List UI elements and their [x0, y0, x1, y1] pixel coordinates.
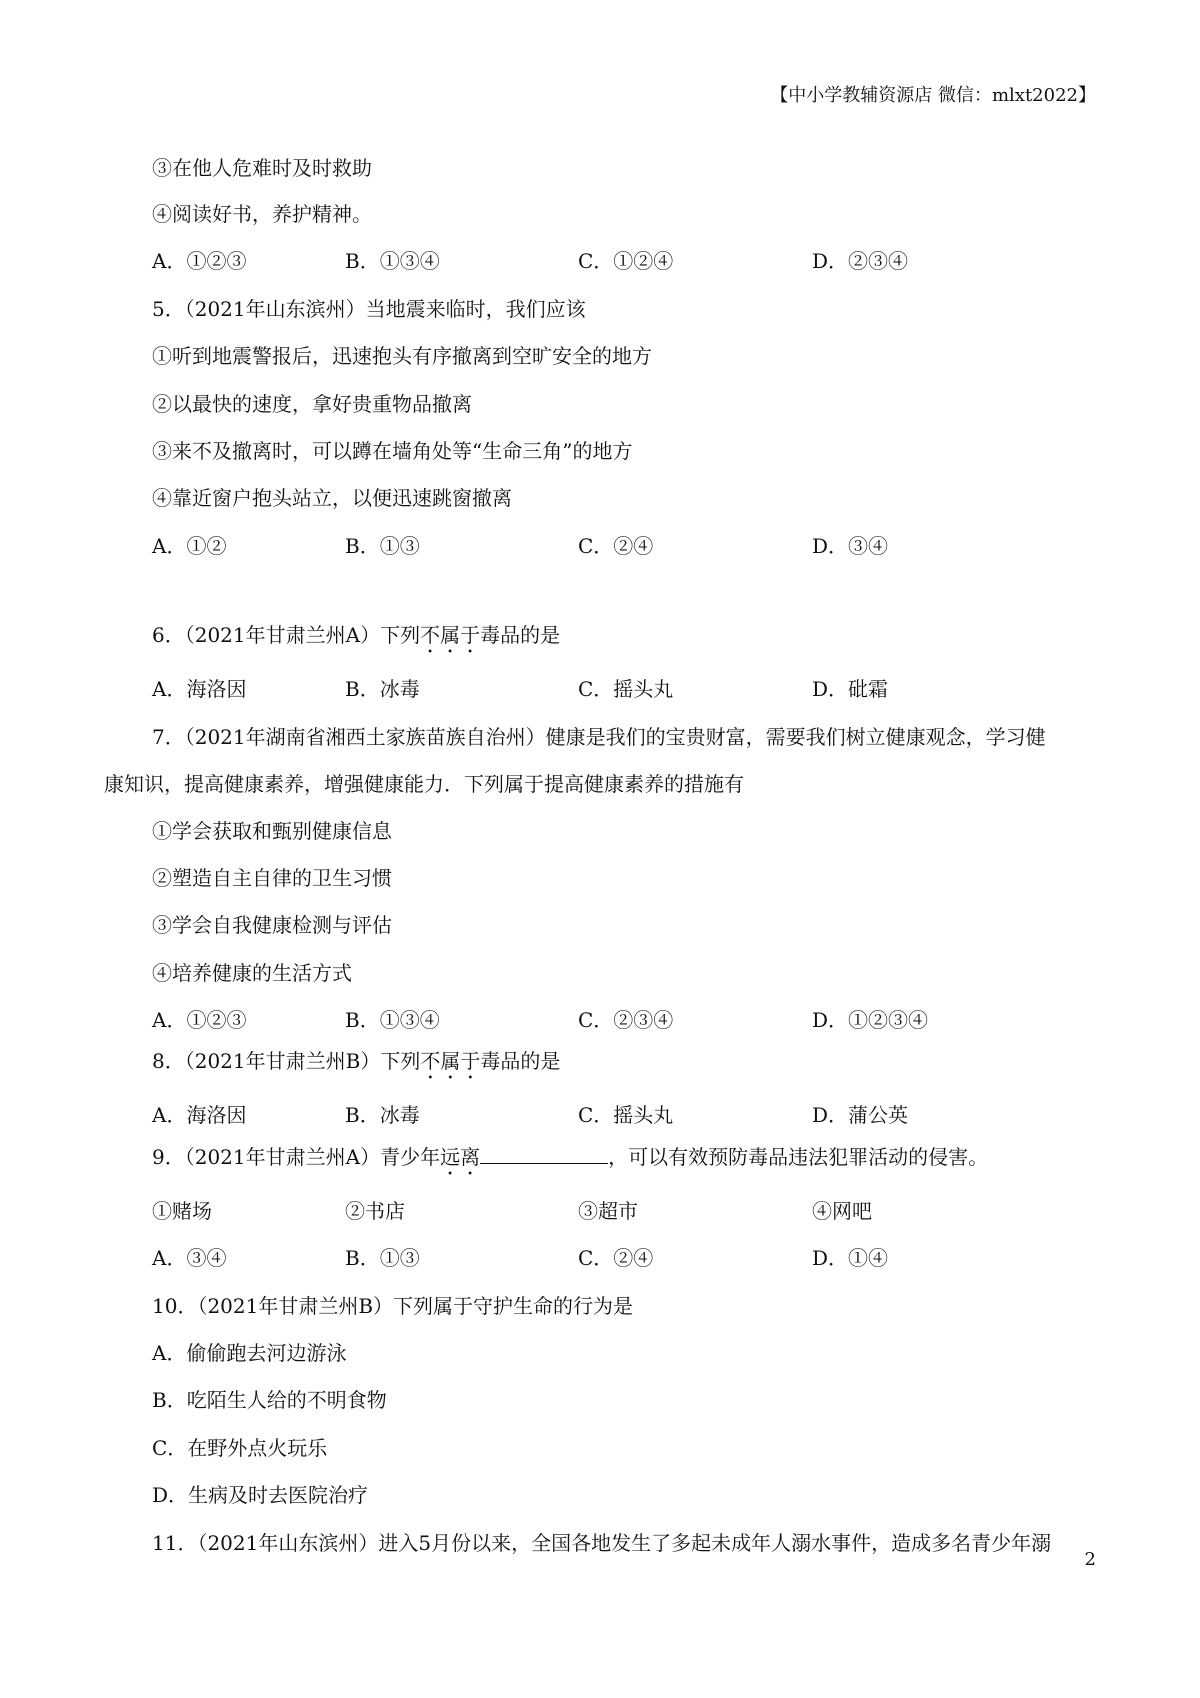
option-a: A．①② [152, 534, 227, 558]
option-c: C．②③④ [578, 1008, 674, 1032]
q6-emphasis: 不属于 [420, 623, 481, 647]
option-b: B．①③④ [345, 249, 440, 273]
option-c: C．摇头丸 [578, 1103, 674, 1127]
q9-item: ③超市 [578, 1199, 638, 1223]
q5-item-3: ③来不及撤离时，可以蹲在墙角处等“生命三角”的地方 [152, 439, 633, 463]
q9-stem-end: ，可以有效预防毒品违法犯罪活动的侵害。 [608, 1145, 989, 1169]
option-d: D．①②③④ [812, 1008, 929, 1032]
option-d: D．①④ [812, 1246, 889, 1270]
q8-stem-start: 8．（2021年甘肃兰州B）下列 [152, 1049, 421, 1073]
q10-stem: 10．（2021年甘肃兰州B）下列属于守护生命的行为是 [152, 1294, 634, 1318]
q4-item-3: ③在他人危难时及时救助 [152, 156, 372, 180]
q9-item: ④网吧 [812, 1199, 872, 1223]
option-d: D．②③④ [812, 249, 909, 273]
q9-emphasis: 远离 [440, 1145, 481, 1169]
page-header: 【中小学教辅资源店 微信：mlxt2022】 [770, 85, 1096, 106]
option-b: B．①③ [345, 534, 420, 558]
q6-stem-end: 毒品的是 [480, 623, 561, 647]
q4-item-4: ④阅读好书，养护精神。 [152, 202, 372, 226]
q7-item-2: ②塑造自主自律的卫生习惯 [152, 866, 392, 890]
option-a: A．①②③ [152, 249, 247, 273]
q7-item-1: ①学会获取和甄别健康信息 [152, 819, 392, 843]
option-a: A．偷偷跑去河边游泳 [152, 1341, 347, 1365]
option-c: C．②④ [578, 1246, 654, 1270]
option-c: C．摇头丸 [578, 677, 674, 701]
q9-item: ①赌场 [152, 1199, 212, 1223]
answer-blank [480, 1145, 608, 1164]
option-b: B．①③ [345, 1246, 420, 1270]
q7-stem-line-2: 康知识，提高健康素养，增强健康能力．下列属于提高健康素养的措施有 [104, 772, 744, 796]
option-b: B．吃陌生人给的不明食物 [152, 1388, 387, 1412]
option-a: A．海洛因 [152, 677, 247, 701]
q5-item-4: ④靠近窗户抱头站立，以便迅速跳窗撤离 [152, 486, 512, 510]
q7-stem-line-1: 7．（2021年湖南省湘西土家族苗族自治州）健康是我们的宝贵财富，需要我们树立健康观念，学习健 [152, 725, 1046, 749]
q9-stem [152, 1143, 988, 1180]
option-d: D．砒霜 [812, 677, 889, 701]
q8-stem [152, 1047, 560, 1084]
option-a: A．①②③ [152, 1008, 247, 1032]
option-c: C．①②④ [578, 249, 674, 273]
option-c: C．在野外点火玩乐 [152, 1436, 328, 1460]
q5-item-1: ①听到地震警报后，迅速抱头有序撤离到空旷安全的地方 [152, 344, 652, 368]
q9-item: ②书店 [345, 1199, 405, 1223]
q8-emphasis: 不属于 [420, 1049, 481, 1073]
option-a: A．海洛因 [152, 1103, 247, 1127]
option-b: B．①③④ [345, 1008, 440, 1032]
q7-item-3: ③学会自我健康检测与评估 [152, 913, 392, 937]
q6-stem-start: 6．（2021年甘肃兰州A）下列 [152, 623, 421, 647]
option-a: A．③④ [152, 1246, 227, 1270]
q7-item-4: ④培养健康的生活方式 [152, 961, 352, 985]
q5-item-2: ②以最快的速度，拿好贵重物品撤离 [152, 392, 472, 416]
q5-stem: 5．（2021年山东滨州）当地震来临时，我们应该 [152, 297, 586, 321]
option-d: D．生病及时去医院治疗 [152, 1483, 369, 1507]
option-c: C．②④ [578, 534, 654, 558]
page-number: 2 [1084, 1549, 1096, 1570]
q6-stem [152, 621, 560, 658]
option-b: B．冰毒 [345, 1103, 420, 1127]
option-d: D．蒲公英 [812, 1103, 909, 1127]
q11-stem: 11．（2021年山东滨州）进入5月份以来，全国各地发生了多起未成年人溺水事件，造成多名青少年溺 [152, 1531, 1052, 1555]
q8-stem-end: 毒品的是 [480, 1049, 561, 1073]
option-b: B．冰毒 [345, 677, 420, 701]
q9-stem-start: 9．（2021年甘肃兰州A）青少年 [152, 1145, 441, 1169]
option-d: D．③④ [812, 534, 889, 558]
